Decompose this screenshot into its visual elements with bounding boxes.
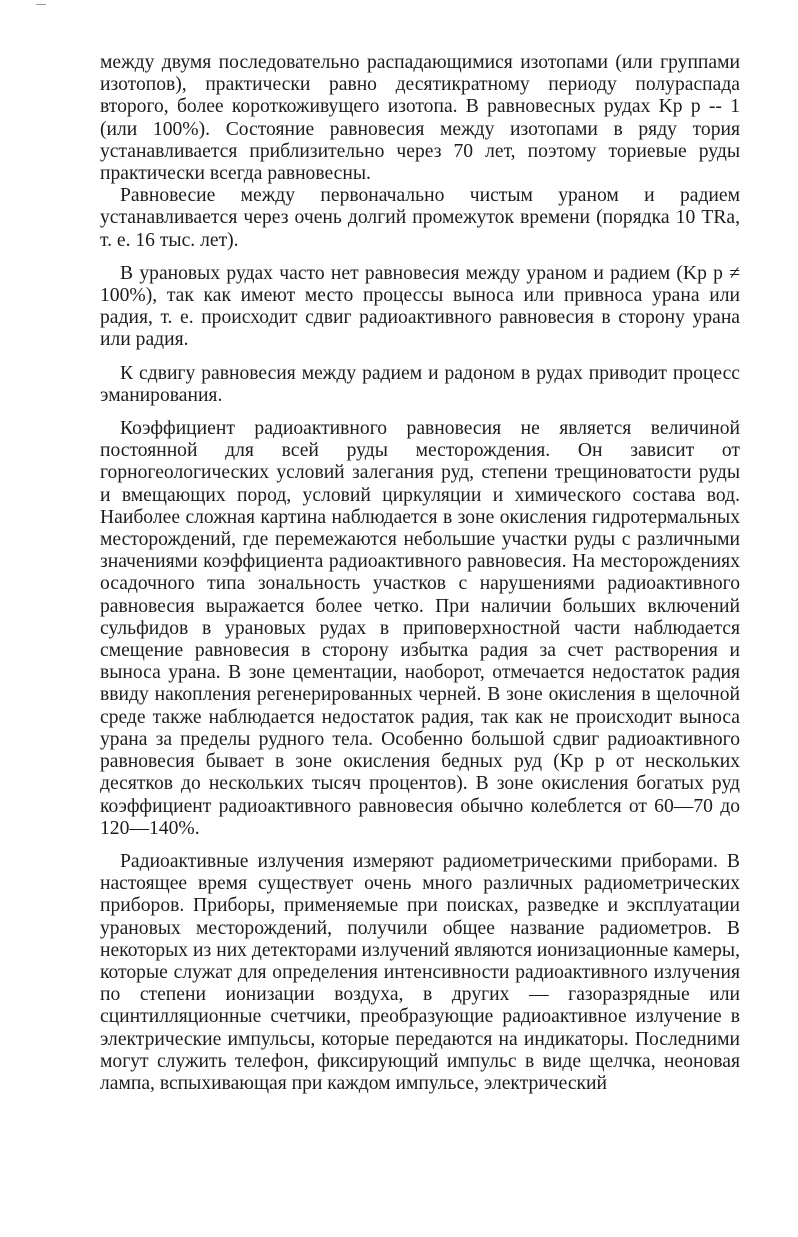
paragraph-2: Равновесие между первоначально чистым ураном и радием устанавливается через очень долгий промежуток времени (порядка 10 TRa, т. е. 16 тыс. лет). <box>100 185 740 251</box>
paragraph-1: между двумя последовательно распадающимися изотопами (или группами изотопов), практически равно десятикратному периоду полураспада второго, более короткоживущего изотопа. В равновесных рудах Kр р -- 1 (или 100%). Состояние равновесия между изотопами в ряду тория устанавливается приблизительно через 70 лет, поэтому ториевые руды практически всегда равновесны. <box>100 52 740 185</box>
scan-corner-mark <box>36 4 46 5</box>
paragraph-6: Радиоактивные излучения измеряют радиометрическими приборами. В настоящее время существует очень много различных радиометрических приборов. Приборы, применяемые при поисках, разведке и эксплуатации урановых месторождений, получили общее название радиометров. В некоторых из них детекторами излучений являются ионизационные камеры, которые служат для определения интенсивности радиоактивного излучения по степени ионизации воздуха, в других — газоразрядные или сцинтилляционные счетчики, преобразующие радиоактивное излучение в электрические импульсы, которые передаются на индикаторы. Последними могут служить телефон, фиксирующий импульс в виде щелчка, неоновая лампа, вспыхивающая при каждом импульсе, электрический <box>100 850 740 1094</box>
paragraph-5: Коэффициент радиоактивного равновесия не является величиной постоянной для всей руды месторождения. Он зависит от горногеологических условий залегания руд, степени трещиноватости руды и вмещающих пород, условий циркуляции и химического состава вод. Наиболее сложная картина наблюдается в зоне окисления гидротермальных месторождений, где перемежаются небольшие участки руды с различными значениями коэффициента радиоактивного равновесия. На месторождениях осадочного типа зональность участков с нарушениями радиоактивного равновесия выражается более четко. При наличии больших включений сульфидов в урановых рудах в приповерхностной части наблюдается смещение равновесия в сторону избытка радия за счет растворения и выноса урана. В зоне цементации, наоборот, отмечается недостаток радия ввиду накопления регенерированных черней. В зоне окисления в щелочной среде также наблюдается недостаток радия, так как не происходит выноса урана за пределы рудного тела. Особенно большой сдвиг радиоактивного равновесия бывает в зоне окисления бедных руд (Kр р от нескольких десятков до нескольких тысяч процентов). В зоне окисления богатых руд коэффициент радиоактивного равновесия обычно колеблется от 60—70 до 120—140%. <box>100 418 740 839</box>
paragraph-3: В урановых рудах часто нет равновесия между ураном и радием (Kр р ≠ 100%), так как имеют место процессы выноса или привноса урана или радия, т. е. происходит сдвиг радиоактивного равновесия в сторону урана или радия. <box>100 262 740 351</box>
paragraph-4: К сдвигу равновесия между радием и радоном в рудах приводит процесс эманирования. <box>100 362 740 406</box>
body-text <box>100 52 740 1095</box>
